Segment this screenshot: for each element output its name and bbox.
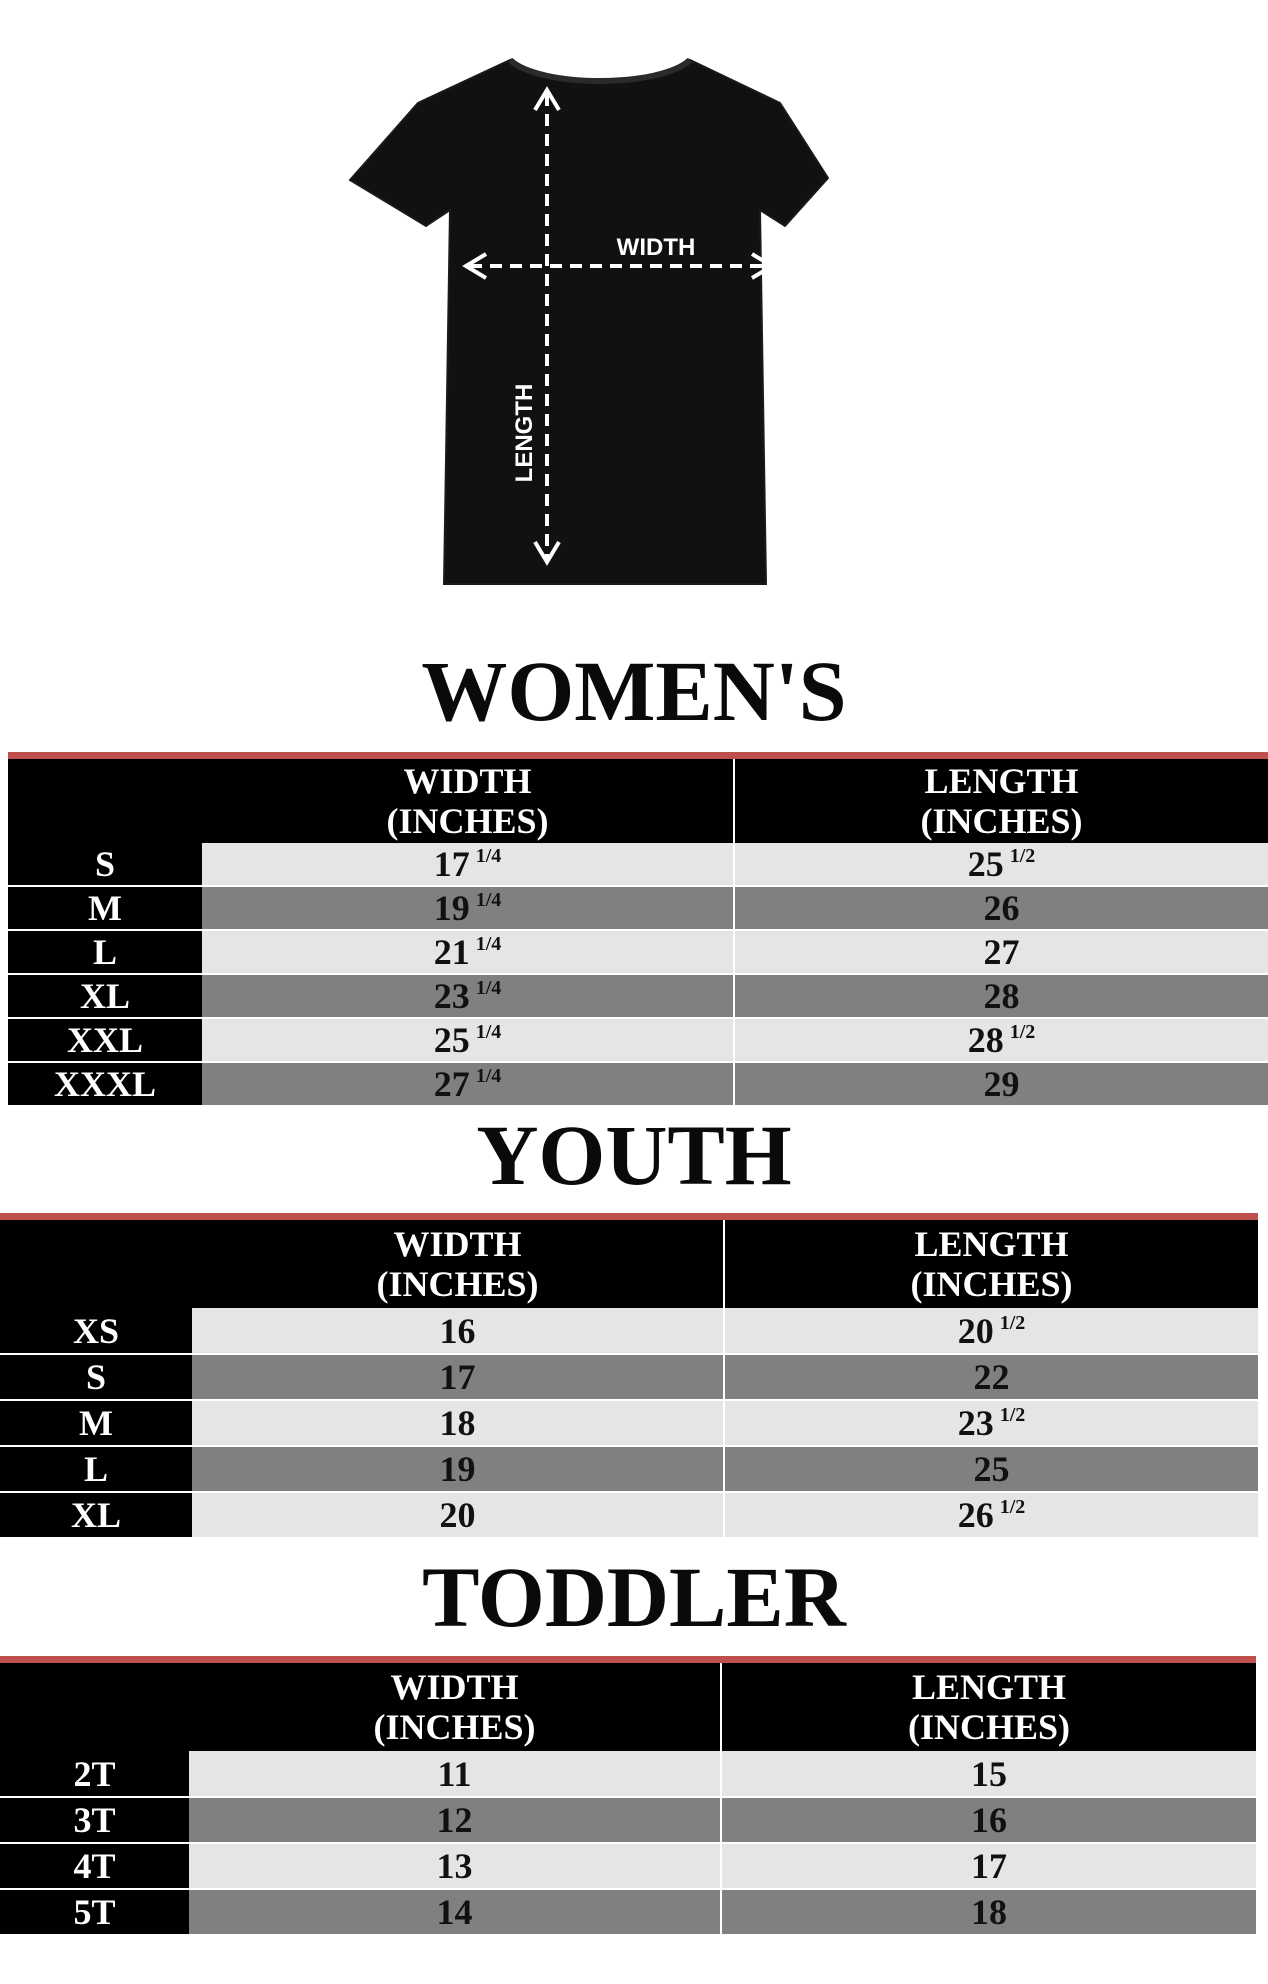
width-cell <box>202 974 734 1018</box>
length-value: 18 <box>971 1892 1007 1932</box>
length-value: 25 <box>973 1449 1010 1489</box>
size-cell: M <box>8 886 202 930</box>
length-value: 23 <box>957 1403 994 1443</box>
size-cell: XS <box>0 1308 192 1354</box>
size-cell: 2T <box>0 1751 189 1797</box>
width-value: 14 <box>436 1892 473 1932</box>
table-row <box>0 1751 1256 1797</box>
table-row <box>8 1062 1268 1106</box>
table-row <box>0 1308 1258 1354</box>
length-fraction: 1/2 <box>1009 1021 1036 1043</box>
width-value: 13 <box>436 1846 473 1886</box>
length-cell <box>721 1751 1256 1797</box>
width-value: 17 <box>433 844 470 884</box>
table-row <box>0 1492 1258 1538</box>
length-cell <box>724 1354 1258 1400</box>
length-value: 22 <box>973 1357 1010 1397</box>
width-value: 20 <box>439 1495 476 1535</box>
length-value: 17 <box>971 1846 1007 1886</box>
table-accent-bar <box>0 1213 1258 1220</box>
width-cell <box>192 1354 724 1400</box>
length-value: 15 <box>971 1753 1007 1794</box>
length-cell <box>724 1446 1258 1492</box>
length-cell <box>734 843 1268 886</box>
width-column-header <box>192 1220 724 1308</box>
table-row <box>0 1797 1256 1843</box>
womens-title: WOMEN'S <box>421 643 847 739</box>
header-blank-cell <box>0 1663 189 1751</box>
header-blank-cell <box>0 1220 192 1308</box>
width-value: 18 <box>439 1403 476 1443</box>
length-value: 26 <box>957 1495 994 1535</box>
length-cell <box>724 1492 1258 1538</box>
width-value: 21 <box>433 932 470 972</box>
length-column-header <box>734 759 1268 843</box>
length-cell <box>734 1018 1268 1062</box>
width-value: 25 <box>433 1020 470 1060</box>
width-value: 19 <box>433 888 470 928</box>
size-cell: S <box>8 843 202 886</box>
length-header-unit: (INCHES) <box>910 1264 1073 1304</box>
width-header-unit: (INCHES) <box>386 801 549 841</box>
width-value: 11 <box>437 1753 472 1794</box>
length-value: 28 <box>967 1020 1004 1060</box>
length-label: LENGTH <box>511 383 538 483</box>
width-fraction: 1/4 <box>475 933 502 955</box>
size-cell: XL <box>8 974 202 1018</box>
length-value: 16 <box>971 1800 1007 1840</box>
length-fraction: 1/2 <box>999 1496 1026 1518</box>
width-cell <box>189 1843 721 1889</box>
length-fraction: 1/2 <box>999 1404 1026 1426</box>
width-fraction: 1/4 <box>475 1021 502 1043</box>
width-cell <box>202 1018 734 1062</box>
length-fraction: 1/2 <box>999 1311 1026 1334</box>
size-cell: L <box>0 1446 192 1492</box>
size-cell: L <box>8 930 202 974</box>
width-column-header <box>202 759 734 843</box>
width-cell <box>192 1308 724 1354</box>
table-row <box>0 1889 1256 1935</box>
length-value: 25 <box>967 844 1004 884</box>
width-cell <box>202 1062 734 1106</box>
width-cell <box>202 843 734 886</box>
width-header-unit: (INCHES) <box>376 1264 539 1304</box>
toddler-title: TODDLER <box>422 1549 846 1645</box>
youth-title: YOUTH <box>476 1107 792 1203</box>
length-cell <box>734 886 1268 930</box>
length-cell <box>734 930 1268 974</box>
size-cell: XXL <box>8 1018 202 1062</box>
table-row <box>0 1354 1258 1400</box>
width-header-label: WIDTH <box>390 1667 519 1707</box>
size-cell: 4T <box>0 1843 189 1889</box>
width-cell <box>192 1492 724 1538</box>
youth-size-table <box>0 1213 1258 1539</box>
width-value: 19 <box>439 1449 476 1489</box>
length-header-unit: (INCHES) <box>907 1707 1071 1747</box>
width-column-header <box>189 1663 721 1751</box>
length-fraction: 1/2 <box>1009 845 1036 867</box>
length-cell <box>721 1797 1256 1843</box>
length-cell <box>734 974 1268 1018</box>
width-value: 12 <box>436 1800 473 1840</box>
table-accent-bar <box>8 752 1268 759</box>
length-cell <box>724 1400 1258 1446</box>
table-row <box>8 974 1268 1018</box>
size-cell: S <box>0 1354 192 1400</box>
width-value: 17 <box>439 1357 476 1397</box>
tshirt-diagram <box>340 48 900 608</box>
length-column-header <box>721 1663 1256 1751</box>
width-fraction: 1/4 <box>475 1065 502 1087</box>
width-cell <box>192 1400 724 1446</box>
size-cell: M <box>0 1400 192 1446</box>
width-header-unit: (INCHES) <box>373 1707 536 1747</box>
size-cell: XXXL <box>8 1062 202 1106</box>
table-row <box>0 1843 1256 1889</box>
length-column-header <box>724 1220 1258 1308</box>
width-value: 27 <box>433 1064 470 1104</box>
table-row <box>0 1400 1258 1446</box>
length-cell <box>721 1889 1256 1935</box>
length-header-label: LENGTH <box>924 761 1079 801</box>
width-cell <box>202 886 734 930</box>
toddler-size-table <box>0 1656 1256 1936</box>
length-header-label: LENGTH <box>914 1224 1069 1264</box>
womens-size-table <box>8 752 1268 1107</box>
length-header-label: LENGTH <box>911 1667 1067 1707</box>
length-cell <box>724 1308 1258 1354</box>
table-row <box>8 1018 1268 1062</box>
table-row <box>0 1446 1258 1492</box>
table-accent-bar <box>0 1656 1256 1663</box>
size-cell: 5T <box>0 1889 189 1935</box>
width-fraction: 1/4 <box>475 845 502 867</box>
width-value: 23 <box>433 976 470 1016</box>
length-header-unit: (INCHES) <box>920 801 1083 841</box>
tshirt-shape <box>350 60 828 584</box>
length-value: 26 <box>983 888 1020 928</box>
table-row <box>8 843 1268 886</box>
header-blank-cell <box>8 759 202 843</box>
length-value: 29 <box>983 1064 1020 1104</box>
width-header-label: WIDTH <box>393 1224 522 1264</box>
width-fraction: 1/4 <box>475 889 502 911</box>
length-value: 27 <box>983 932 1020 972</box>
width-cell <box>189 1889 721 1935</box>
size-cell: XL <box>0 1492 192 1538</box>
length-cell <box>734 1062 1268 1106</box>
table-row <box>8 930 1268 974</box>
width-cell <box>202 930 734 974</box>
length-cell <box>721 1843 1256 1889</box>
width-cell <box>192 1446 724 1492</box>
width-cell <box>189 1797 721 1843</box>
width-value: 16 <box>439 1310 476 1351</box>
width-header-label: WIDTH <box>403 761 532 801</box>
width-label: WIDTH <box>616 234 696 261</box>
length-value: 28 <box>983 976 1020 1016</box>
width-cell <box>189 1751 721 1797</box>
width-fraction: 1/4 <box>475 977 502 999</box>
size-cell: 3T <box>0 1797 189 1843</box>
table-row <box>8 886 1268 930</box>
length-value: 20 <box>957 1310 994 1351</box>
